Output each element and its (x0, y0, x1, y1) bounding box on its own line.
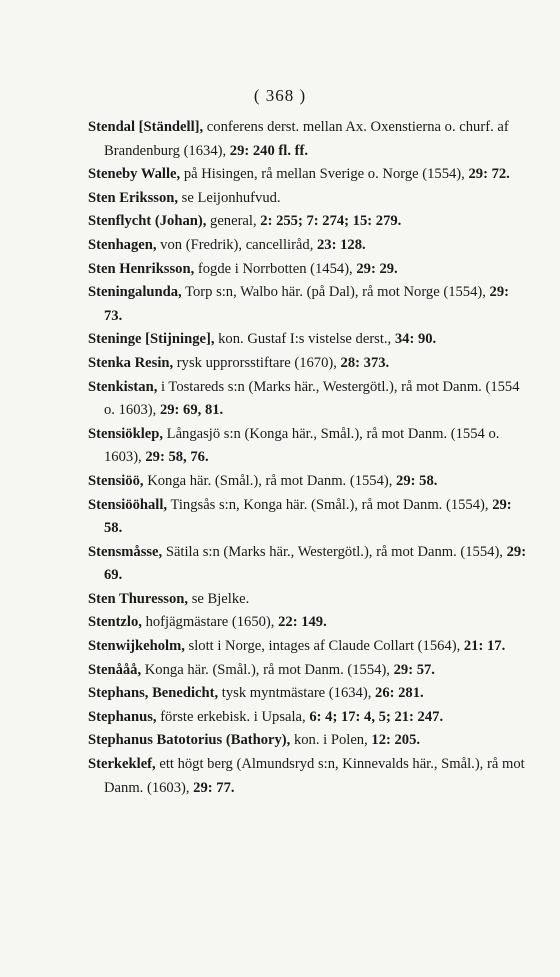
entry-reference: 29: 29. (356, 260, 398, 277)
entry-text: general, (206, 213, 261, 230)
index-entry (88, 494, 528, 541)
entry-text: i Tostareds s:n (Marks här., Westergötl.), rå mot Danm. (1554 o. 1603), (104, 378, 520, 419)
index-entry (88, 611, 528, 635)
entry-text: fogde i Norrbotten (1454), (194, 260, 357, 277)
entry-headword: Stenka Resin, (88, 354, 174, 371)
entry-text: kon. Gustaf I:s vistelse derst., (214, 331, 395, 348)
entry-headword: Stensiööhall, (88, 496, 168, 513)
entry-headword: Stenååå, (88, 661, 142, 678)
entry-reference: 29: 73. (104, 284, 510, 324)
entry-headword: Stensmåsse, (88, 543, 163, 560)
entry-text: Tingsås s:n, Konga här. (Smål.), rå mot Danm. (1554), (167, 496, 493, 513)
index-entry (88, 210, 528, 234)
entry-text: von (Fredrik), cancelliråd, (156, 236, 317, 253)
index-entry (88, 470, 528, 494)
entry-text: Långasjö s:n (Konga här., Smål.), rå mot Danm. (1554 o. 1603), (104, 425, 500, 466)
entry-text: conferens derst. mellan Ax. Oxenstierna o. churf. af Brandenburg (1634), (104, 119, 509, 159)
index-entry (88, 352, 528, 376)
entry-headword: Stephanus Batotorius (Bathory), (88, 732, 291, 749)
index-entry (88, 541, 528, 588)
entry-text: ett högt berg (Almundsryd s:n, Kinnevalds här., Smål.), rå mot Danm. (1603), (104, 756, 525, 796)
entry-headword: Stenhagen, (88, 236, 157, 253)
entry-reference: 29: 72. (468, 166, 510, 183)
entry-reference: 12: 205. (371, 732, 421, 749)
entry-headword: Steningalunda, (88, 284, 182, 301)
index-entry (88, 187, 528, 211)
entry-reference: 29: 77. (193, 779, 235, 796)
entry-text: förste erkebisk. i Upsala, (156, 708, 310, 725)
entry-text: tysk myntmästare (1634), (218, 685, 376, 702)
index-entry (88, 588, 528, 612)
index-entry (88, 281, 528, 328)
entry-headword: Stensiöklep, (88, 425, 164, 442)
entry-reference: 23: 128. (317, 236, 366, 253)
index-entry (88, 258, 528, 282)
entry-text: se Leijonhufvud. (178, 189, 281, 206)
entry-text: Konga här. (Smål.), rå mot Danm. (1554), (143, 472, 397, 489)
index-entry (88, 659, 528, 683)
index-entry (88, 163, 528, 187)
entry-headword: Stephans, Benedicht, (88, 685, 219, 702)
entry-text: slott i Norge, intages af Claude Collart (1564), (184, 638, 464, 655)
entry-reference: 26: 281. (375, 685, 424, 702)
entry-reference: 34: 90. (394, 331, 437, 348)
entry-text: rysk upprorsstiftare (1670), (173, 354, 341, 371)
entry-headword: Stendal [Ständell], (88, 119, 204, 135)
entry-reference: 29: 57. (393, 661, 435, 678)
entry-reference: 29: 58. (396, 472, 438, 489)
entry-text: hofjägmästare (1650), (141, 614, 279, 631)
entry-headword: Steninge [Stijninge], (88, 331, 215, 348)
index-entry (88, 682, 528, 706)
entry-text: Konga här. (Smål.), rå mot Danm. (1554), (141, 661, 394, 678)
entry-headword: Sten Eriksson, (88, 189, 179, 206)
entry-headword: Stephanus, (88, 708, 157, 725)
entry-text: på Hisingen, rå mellan Sverige o. Norge (1554), (180, 166, 469, 183)
entry-reference: 29: 58. (104, 496, 512, 537)
entry-headword: Sten Thuresson, (88, 590, 189, 607)
index-entry (88, 706, 528, 730)
entry-headword: Stenkistan, (88, 378, 158, 395)
index-entry (88, 635, 528, 659)
index-entry (88, 234, 528, 258)
index-entries (88, 116, 528, 800)
index-entry (88, 753, 528, 800)
index-entry (88, 423, 528, 470)
entry-text: se Bjelke. (188, 590, 250, 607)
entry-reference: 29: 69, 81. (159, 402, 224, 419)
entry-reference: 29: 69. (104, 543, 527, 584)
entry-reference: 28: 373. (340, 354, 390, 371)
entry-text: kon. i Polen, (290, 732, 372, 749)
index-entry (88, 328, 528, 352)
entry-reference: 29: 240 fl. ff. (229, 142, 309, 159)
entry-reference: 21: 17. (463, 638, 506, 655)
index-entry (88, 116, 528, 163)
entry-headword: Stensiöö, (88, 472, 144, 489)
page-number: ( 368 ) (253, 86, 307, 105)
entry-reference: 22: 149. (278, 614, 327, 631)
entry-text: Torp s:n, Walbo här. (på Dal), rå mot Norge (1554), (181, 284, 490, 301)
entry-headword: Stenwijkeholm, (88, 638, 185, 655)
entry-headword: Sterkeklef, (88, 756, 156, 773)
entry-reference: 29: 58, 76. (145, 449, 209, 466)
index-entry (88, 729, 528, 753)
entry-reference: 6: 4; 17: 4, 5; 21: 247. (309, 708, 444, 725)
index-entry (88, 376, 528, 423)
entry-headword: Steneby Walle, (88, 166, 181, 183)
entry-text: Sätila s:n (Marks här., Westergötl.), rå mot Danm. (1554), (162, 543, 507, 560)
entry-headword: Stenflycht (Johan), (88, 213, 207, 230)
entry-headword: Sten Henriksson, (88, 260, 195, 277)
entry-reference: 2: 255; 7: 274; 15: 279. (260, 213, 402, 230)
entry-headword: Stentzlo, (88, 614, 142, 631)
